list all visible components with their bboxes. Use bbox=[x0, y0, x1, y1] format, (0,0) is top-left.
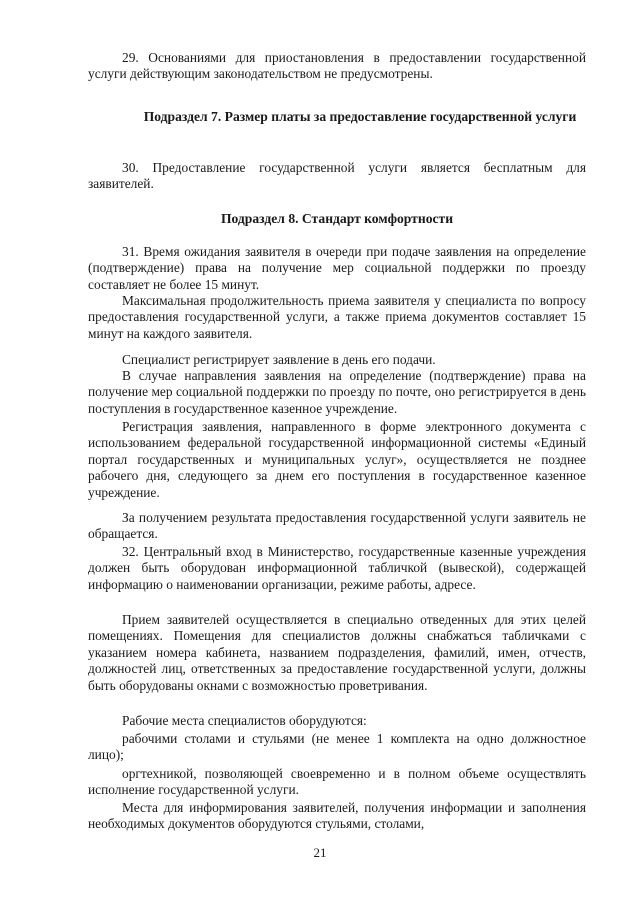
paragraph-31-electronic: Регистрация заявления, направленного в форме электронного документа с использованием федеральной государственной информационной системы «Единый портал государственных и муниципальных услуг», осуществляется не позднее рабочего дня, следующего за днем его поступления в государственное казенное учреждение. bbox=[88, 419, 586, 500]
paragraph-32: 32. Центральный вход в Министерство, государственные казенные учреждения должен быть оборудован информационной табличкой (вывеской), содержащей информацию о наименовании организации, режиме работы, адресе. bbox=[88, 544, 586, 592]
paragraph-31-result: За получением результата предоставления государственной услуги заявитель не обращается. bbox=[88, 510, 586, 542]
paragraph-32-equipment: оргтехникой, позволяющей своевременно и в полном объеме осуществлять исполнение государственной услуги. bbox=[88, 766, 586, 798]
heading-subsection-8: Подраздел 8. Стандарт комфортности bbox=[220, 211, 454, 226]
paragraph-31-postal: В случае направления заявления на определение (подтверждение) права на получение мер социальной поддержки по проезду по почте, оно регистрируется в день поступления в государственное казенное учреждение. bbox=[88, 368, 586, 416]
paragraph-32-furniture: рабочими столами и стульями (не менее 1 комплекта на одно должностное лицо); bbox=[88, 731, 586, 763]
paragraph-32-reception: Прием заявителей осуществляется в специально отведенных для этих целей помещениях. Помещения для специалистов должны снабжаться табличками с указанием номера кабинета, названием подразделения, фамилий, имен, отчеств, должностей лиц, ответственных за предоставление государственной услуги, должны быть оборудованы окнами с возможностью проветривания. bbox=[88, 612, 586, 693]
paragraph-29: 29. Основаниями для приостановления в предоставлении государственной услуги действующим законодательством не предусмотрены. bbox=[88, 50, 586, 82]
heading-subsection-7: Подраздел 7. Размер платы за предоставление государственной услуги bbox=[143, 109, 577, 124]
paragraph-30: 30. Предоставление государственной услуги является бесплатным для заявителей. bbox=[88, 160, 586, 192]
paragraph-31-registration-day: Специалист регистрирует заявление в день его подачи. bbox=[122, 352, 436, 367]
paragraph-31: 31. Время ожидания заявителя в очереди при подаче заявления на определение (подтверждение) права на получение мер социальной поддержки по проезду составляет не более 15 минут. bbox=[88, 244, 586, 292]
paragraph-32-info-places: Места для информирования заявителей, получения информации и заполнения необходимых документов оборудуются стульями, столами, bbox=[88, 800, 586, 832]
page-number: 21 bbox=[313, 845, 327, 860]
paragraph-32-workplaces: Рабочие места специалистов оборудуются: bbox=[122, 713, 367, 728]
paragraph-31-max-duration: Максимальная продолжительность приема заявителя у специалиста по вопросу предоставления государственной услуги, а также приема документов составляет 15 минут на каждого заявителя. bbox=[88, 293, 586, 341]
